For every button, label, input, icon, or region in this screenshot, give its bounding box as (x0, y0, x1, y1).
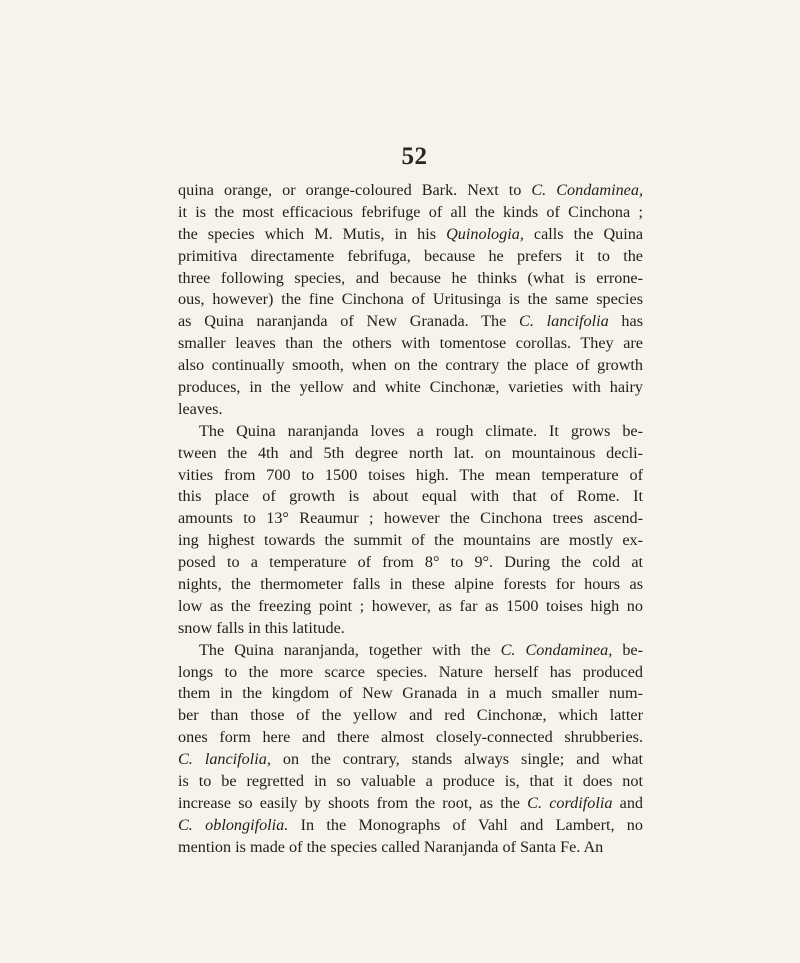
text-line (178, 640, 643, 662)
italic-text: C. cordifolia (527, 793, 613, 812)
body-text (178, 180, 643, 859)
text-line (178, 268, 643, 290)
text-run: quina orange, or orange-coloured Bark. Next to (178, 181, 532, 199)
text-run: also continually smooth, when on the contrary the place of growth (178, 356, 643, 375)
text-line (178, 574, 643, 596)
text-line (178, 596, 643, 618)
text-line (178, 465, 643, 487)
text-line (178, 837, 643, 859)
text-run: produces, in the yellow and white Cinchonæ, varieties with hairy (178, 378, 643, 397)
text-line (178, 180, 643, 202)
text-run: it is the most efficacious febrifuge of all the kinds of Cinchona ; (178, 202, 643, 221)
text-line (178, 771, 643, 793)
text-line (178, 749, 643, 771)
text-line (178, 552, 643, 574)
italic-text: C. lancifolia, (178, 750, 271, 769)
text-run: amounts to 13° Reaumur ; however the Cinchona trees ascend- (178, 509, 643, 528)
italic-text: C. oblongifolia. (178, 815, 289, 834)
text-run: tween the 4th and 5th degree north lat. on mountainous decli- (178, 443, 643, 462)
text-line (178, 443, 643, 465)
italic-text: C. Condaminea, (500, 640, 613, 659)
text-run: In the Monographs of Vahl and Lambert, no (288, 815, 643, 834)
text-run: and (612, 793, 644, 812)
text-line (178, 202, 643, 224)
text-run: The Quina naranjanda loves a rough climate. It grows be- (199, 421, 643, 440)
text-run: has (608, 312, 644, 331)
text-run: longs to the more scarce species. Nature herself has produced (178, 662, 643, 681)
text-line (178, 355, 643, 377)
text-run: ing highest towards the summit of the mountains are mostly ex- (178, 531, 643, 550)
text-run: calls the Quina (523, 224, 643, 243)
text-run: primitiva directamente febrifuga, because he prefers it to the (178, 246, 643, 265)
text-run: The Quina naranjanda, together with the (199, 640, 501, 659)
text-line (178, 486, 643, 508)
text-line (178, 224, 643, 246)
text-line (178, 530, 643, 552)
text-run: on the contrary, stands always single; and what (270, 750, 644, 769)
text-line (178, 662, 643, 684)
text-line (178, 508, 643, 530)
text-run: nights, the thermometer falls in these alpine forests for hours as (178, 575, 643, 594)
text-run: is to be regretted in so valuable a produce is, that it does not (178, 772, 643, 791)
text-line (178, 815, 643, 837)
text-line (178, 793, 643, 815)
text-line (178, 727, 643, 749)
text-run: ones form here and there almost closely-connected shrubberies. (178, 728, 643, 747)
text-run: snow falls in this latitude. (178, 618, 345, 637)
italic-text: C. lancifolia (519, 312, 609, 331)
text-run: be- (612, 640, 644, 659)
text-run: low as the freezing point ; however, as far as 1500 toises high no (178, 596, 643, 615)
text-run: ber than those of the yellow and red Cinchonæ, which latter (178, 706, 643, 725)
text-line (178, 421, 643, 443)
text-run: ous, however) the fine Cinchona of Uritusinga is the same species (178, 290, 643, 309)
italic-text: Quinologia, (446, 224, 524, 243)
text-line (178, 683, 643, 705)
text-line (178, 246, 643, 268)
text-run: as Quina naranjanda of New Granada. The (178, 312, 520, 331)
text-run: increase so easily by shoots from the root, as the (178, 793, 528, 812)
text-run: mention is made of the species called Naranjanda of Santa Fe. An (178, 837, 604, 856)
text-line (178, 399, 643, 421)
text-run: smaller leaves than the others with tomentose corollas. They are (178, 334, 643, 353)
text-line (178, 311, 643, 333)
italic-text: C. Condaminea, (531, 181, 644, 199)
text-run: the species which M. Mutis, in his (178, 224, 447, 243)
text-line (178, 618, 643, 640)
text-run: three following species, and because he thinks (what is errone- (178, 268, 643, 287)
text-run: this place of growth is about equal with that of Rome. It (178, 487, 643, 506)
text-run: leaves. (178, 399, 223, 418)
text-line (178, 377, 643, 399)
text-line (178, 333, 643, 355)
text-run: them in the kingdom of New Granada in a much smaller num- (178, 684, 643, 703)
text-line (178, 289, 643, 311)
text-line (178, 705, 643, 727)
text-run: vities from 700 to 1500 toises high. The mean temperature of (178, 465, 643, 484)
text-run: posed to a temperature of from 8° to 9°. During the cold at (178, 553, 643, 572)
page-number: 52 (401, 143, 428, 170)
